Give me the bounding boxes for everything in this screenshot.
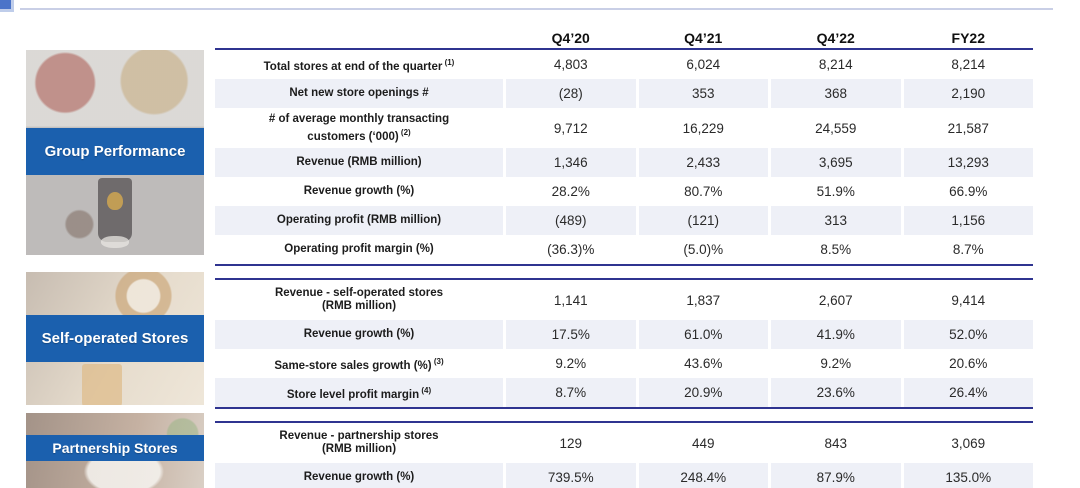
value-cell: 8,214 xyxy=(818,57,853,72)
value-cell: 3,069 xyxy=(951,435,986,451)
value-cell: 135.0% xyxy=(904,463,1034,488)
value-cell: 4,803 xyxy=(553,57,588,72)
group-performance-photo xyxy=(26,50,204,255)
value-cell: 9.2% xyxy=(820,356,852,371)
row-label: Revenue growth (%) xyxy=(303,185,415,197)
deer-logo-graphic xyxy=(107,192,123,210)
value-cell: (489) xyxy=(506,206,636,235)
section-banner-partnership-stores: Partnership Stores xyxy=(26,435,204,461)
value-cell: 313 xyxy=(771,206,901,235)
value-cell: 80.7% xyxy=(684,184,723,199)
value-cell: 66.9% xyxy=(949,184,988,199)
table-section xyxy=(215,421,1033,488)
value-cell: 8.7% xyxy=(952,242,984,257)
column-header: FY22 xyxy=(951,30,985,46)
table-row xyxy=(215,235,1033,264)
slide-accent-square xyxy=(0,0,14,12)
self-operated-stores-photo xyxy=(26,272,204,405)
table-row xyxy=(215,108,1033,148)
column-header: Q4’22 xyxy=(816,30,855,46)
value-cell: 843 xyxy=(824,435,848,451)
table-row xyxy=(215,349,1033,378)
value-cell: 8.5% xyxy=(820,242,852,257)
latte-cup-graphic xyxy=(82,364,122,405)
value-cell: 87.9% xyxy=(771,463,901,488)
value-cell: 20.9% xyxy=(639,378,769,407)
row-label: Revenue growth (%) xyxy=(215,463,503,488)
value-cell: 16,229 xyxy=(682,120,724,136)
value-cell: 23.6% xyxy=(771,378,901,407)
value-cell: 13,293 xyxy=(904,148,1034,177)
value-cell: 248.4% xyxy=(639,463,769,488)
value-cell: 28.2% xyxy=(551,184,590,199)
value-cell: 17.5% xyxy=(506,320,636,349)
table-row xyxy=(215,177,1033,206)
table-row xyxy=(215,320,1033,349)
table-row xyxy=(215,50,1033,79)
value-cell: 9,414 xyxy=(951,292,986,308)
table-row xyxy=(215,148,1033,177)
value-cell: 41.9% xyxy=(771,320,901,349)
row-label: Revenue - self-operated stores (RMB million) xyxy=(274,287,444,312)
value-cell: 26.4% xyxy=(904,378,1034,407)
value-cell: 3,695 xyxy=(771,148,901,177)
value-cell: 1,156 xyxy=(904,206,1034,235)
table-row xyxy=(215,79,1033,108)
value-cell: 1,141 xyxy=(553,292,588,308)
table-sections xyxy=(215,50,1033,488)
value-cell: 353 xyxy=(639,79,769,108)
table-row xyxy=(215,423,1033,463)
section-banner-group-performance: Group Performance xyxy=(26,128,204,175)
row-label: Revenue growth (%) xyxy=(215,320,503,349)
value-cell: 52.0% xyxy=(904,320,1034,349)
column-header: Q4’20 xyxy=(551,30,590,46)
table-row xyxy=(215,378,1033,407)
value-cell: (5.0)% xyxy=(683,242,724,257)
value-cell: 43.6% xyxy=(684,356,723,371)
value-cell: 51.9% xyxy=(816,184,855,199)
value-cell: 24,559 xyxy=(815,120,857,136)
value-cell: 2,607 xyxy=(818,292,853,308)
value-cell: 129 xyxy=(559,435,583,451)
value-cell: (36.3)% xyxy=(547,242,595,257)
value-cell: 9,712 xyxy=(553,120,588,136)
section-banner-self-operated-stores: Self-operated Stores xyxy=(26,315,204,362)
value-cell: 368 xyxy=(771,79,901,108)
value-cell: 8.7% xyxy=(506,378,636,407)
value-cell: 20.6% xyxy=(949,356,988,371)
value-cell: 61.0% xyxy=(639,320,769,349)
table-row xyxy=(215,463,1033,488)
row-label: Revenue - partnership stores (RMB million) xyxy=(279,430,439,455)
row-label: Revenue (RMB million) xyxy=(215,148,503,177)
value-cell: 2,433 xyxy=(639,148,769,177)
table-header-row xyxy=(215,28,1033,50)
partnership-stores-photo xyxy=(26,413,204,488)
results-table xyxy=(215,28,1033,488)
column-header: Q4’21 xyxy=(684,30,723,46)
coffee-cup-graphic xyxy=(98,178,132,242)
value-cell: 9.2% xyxy=(555,356,587,371)
top-divider-line xyxy=(20,8,1053,10)
value-cell: 1,837 xyxy=(686,292,721,308)
row-label: Operating profit (RMB million) xyxy=(215,206,503,235)
row-label: # of average monthly transacting customers (‘000) $^{(2)}$ xyxy=(268,112,450,143)
value-cell: 8,214 xyxy=(951,57,986,72)
value-cell: 449 xyxy=(691,435,715,451)
table-section xyxy=(215,50,1033,266)
table-row xyxy=(215,206,1033,235)
row-label: Store level profit margin $^{(4)}$ xyxy=(215,378,503,407)
value-cell: 739.5% xyxy=(506,463,636,488)
row-label: Total stores at end of the quarter $^{(1)}$ xyxy=(263,57,455,73)
value-cell: (121) xyxy=(639,206,769,235)
value-cell: 21,587 xyxy=(947,120,989,136)
value-cell: 6,024 xyxy=(686,57,721,72)
table-row xyxy=(215,280,1033,320)
row-label: Net new store openings # xyxy=(215,79,503,108)
row-label: Same-store sales growth (%) $^{(3)}$ xyxy=(274,356,444,372)
value-cell: 2,190 xyxy=(904,79,1034,108)
header-label-spacer xyxy=(215,28,503,48)
table-section xyxy=(215,278,1033,409)
row-label: Operating profit margin (%) xyxy=(284,243,434,255)
value-cell: 1,346 xyxy=(506,148,636,177)
value-cell: (28) xyxy=(506,79,636,108)
